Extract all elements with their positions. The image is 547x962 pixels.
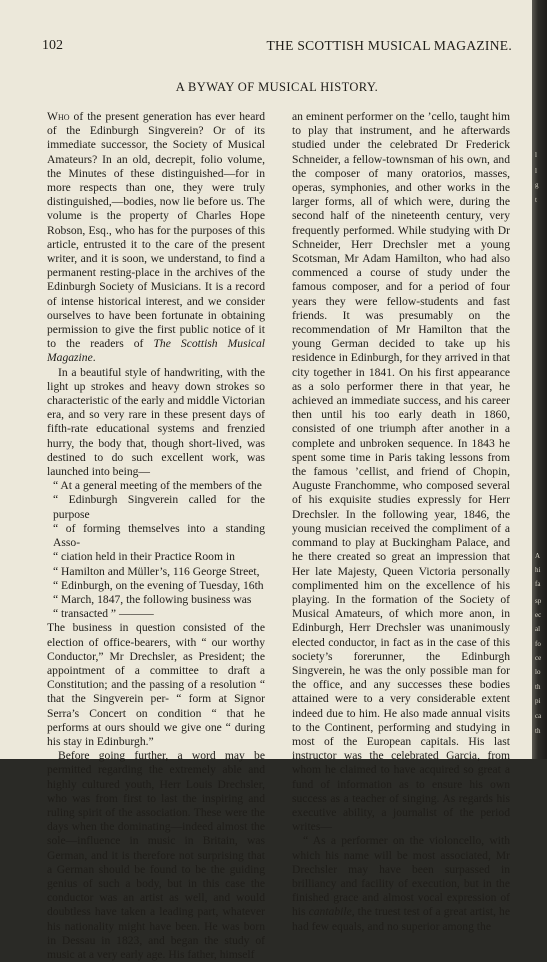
edge-fragment: A [535, 552, 541, 560]
edge-fragment: th [535, 727, 541, 735]
drop-word: Who [47, 110, 70, 123]
minutes-quote-line: “ Hamilton and Müller’s, 116 George Street, [53, 564, 260, 578]
edge-fragment: ce [535, 654, 542, 662]
edge-fragment: l [535, 167, 537, 175]
minutes-quote-line: “ transacted ” ——— [53, 607, 154, 621]
edge-fragment: pi [535, 697, 541, 705]
edge-fragment: al [535, 625, 541, 633]
edge-fragment: l [535, 151, 537, 159]
paragraph-drechsler: Before going further, a word may be permitted regarding the extremely able and highly cultured youth, Herr Louis Drechsler, who was from first to last the inspiring and ruling spirit of the association. These were the days when the dominating—indeed almost the sole—influence in music in Britain, was German, and it is therefore not surprising that a German should be found to be the guiding genius of such a body, but in this case the conductor was an artist as well, and would doubtless have taken a leading part, whatever his nationality might have been. He was born in Dessau in 1823, and began the study of music at a very early age. His father, himself [47, 749, 265, 961]
edge-fragment: ca [535, 712, 542, 720]
edge-fragment: ec [535, 611, 542, 619]
paragraph-intro: Who of the present generation has ever heard of the Edinburgh Singverein? Or of its immediate successor, the Society of Musical Amateurs? In an old, decrepit, folio volume, the Minutes of these distinguished—for in more respects than one, they were truly distinguished,—bodies, now lie before us. The volume is the property of Charles Hope Robson, Esq., who has for the purposes of this article, entrusted it to the care of the present writer, and it is soon, we understand, to find a permanent resting-place in the archives of the Edinburgh Society of Musicians. It is a record of intense historical interest, and we consider ourselves to have been fortunate in obtaining permission to give the first public notice of it to the readers of The Scottish Musical Magazine. [47, 110, 265, 365]
minutes-quote-line: “ At a general meeting of the members of the [53, 479, 262, 493]
left-column [47, 110, 265, 962]
edge-fragment: hi [535, 566, 541, 574]
minutes-quote-line: “ March, 1847, the following business was [53, 592, 252, 606]
right-column [292, 110, 510, 934]
minutes-quote-line: “ Edinburgh Singverein called for the purpose [53, 493, 265, 521]
edge-fragment: th [535, 683, 541, 691]
minutes-quote-line: “ Edinburgh, on the evening of Tuesday, 16th [53, 578, 264, 592]
edge-fragment: g [535, 181, 539, 189]
minutes-quote-line: “ ciation held in their Practice Room in [53, 550, 235, 564]
minutes-quote-line: “ of forming themselves into a standing Asso- [53, 521, 265, 550]
running-title: THE SCOTTISH MUSICAL MAGAZINE. [266, 38, 512, 53]
adjacent-page-edge [532, 0, 547, 759]
article-title: A BYWAY OF MUSICAL HISTORY. [175, 80, 379, 94]
edge-fragment: t [535, 196, 537, 204]
page-header [42, 38, 512, 54]
paragraph-business: The business in question consisted of the election of office-bearers, with “ our worthy Conductor,” Mr Drechsler, as President; the appointment of a committee to draft a Constitution; and the passing of a resolution “ that the Singverein per- “ form at Signor Serra’s Concert on condition “ that he performs at ours should we give one “ during his stay in Edinburgh.” [47, 621, 265, 748]
magazine-name: The Scottish Musical Magazine [47, 337, 265, 365]
edge-fragment: lo [535, 668, 541, 676]
edge-fragment: sp [535, 597, 542, 605]
paragraph-journalist-quote: “ As a performer on the violoncello, with which his name will be most associated, Mr Drechsler may have been surpassed in brilliancy and facility of execution, but in the finished grace and almost vocal expression of his cantabile, the truest test of a great artist, he had few equals, and no superior among the [292, 834, 510, 933]
edge-fragment: fo [535, 640, 541, 648]
page-number: 102 [42, 38, 63, 53]
cantabile-term: cantabile [308, 905, 352, 919]
paragraph-career: an eminent performer on the ’cello, taught him to play that instrument, and he afterwards studied under the celebrated Dr Frederick Schneider, a fellow-townsman of his own, and the composer of many oratorios, masses, operas, symphonies, and other works in the larger forms, all of which were, during the second half of the nineteenth century, very frequently performed. While studying with Dr Schneider, Herr Drechsler met a young Scotsman, Mr Adam Hamilton, who had also commenced a course of study under the famous composer, and for a period of four years they were fellow-students and fast friends. It was presumably on the recommendation of Mr Hamilton that the young German decided to take up his residence in Edinburgh, for they arrived in that city together in 1841. On his first appearance as a solo performer there in that year, he achieved an immediate success, and his career then until his too early death in 1860, consisted of one triumph after another in a complete and unbroken sequence. In 1843 he spent some time in Paris taking lessons from the famous ’cellist, and friend of Chopin, Auguste Franchomme, who composed several of his exquisite studies expressly for Herr Drechsler. In the following year, 1846, the young musician received the compliment of a command to play at Buckingham Palace, and he there created so great an impression that Her late Majesty, Queen Victoria personally complimented him on the excellence of his playing. In the formation of the Society of Musical Amateurs, of which more anon, in Edinburgh, Herr Drechsler was unanimously elected conductor, in fact as in the case of this society’s forerunner, the Edinburgh Singverein, he was the only possible man for the office, and any successes these bodies attained were to a very considerable extent indeed due to him. He also made annual visits to the Continent, performing and studying in most of the European capitals. His last instructor was the celebrated Garcia, from whom he claimed to have acquired so great a fund of information as to ensure his own success as a teacher of singing. As regards his executive ability, a journalist of the period writes— [292, 110, 510, 834]
edge-fragment: fa [535, 580, 541, 588]
paragraph-handwriting: In a beautiful style of handwriting, with the light up strokes and heavy down strokes so characteristic of the early and middle Victorian era, and so very rare in these present days of fifth-rate educational systems and frenzied hurry, the body that, though short-lived, was destined to do such excellent work, was launched into being— [47, 365, 265, 479]
